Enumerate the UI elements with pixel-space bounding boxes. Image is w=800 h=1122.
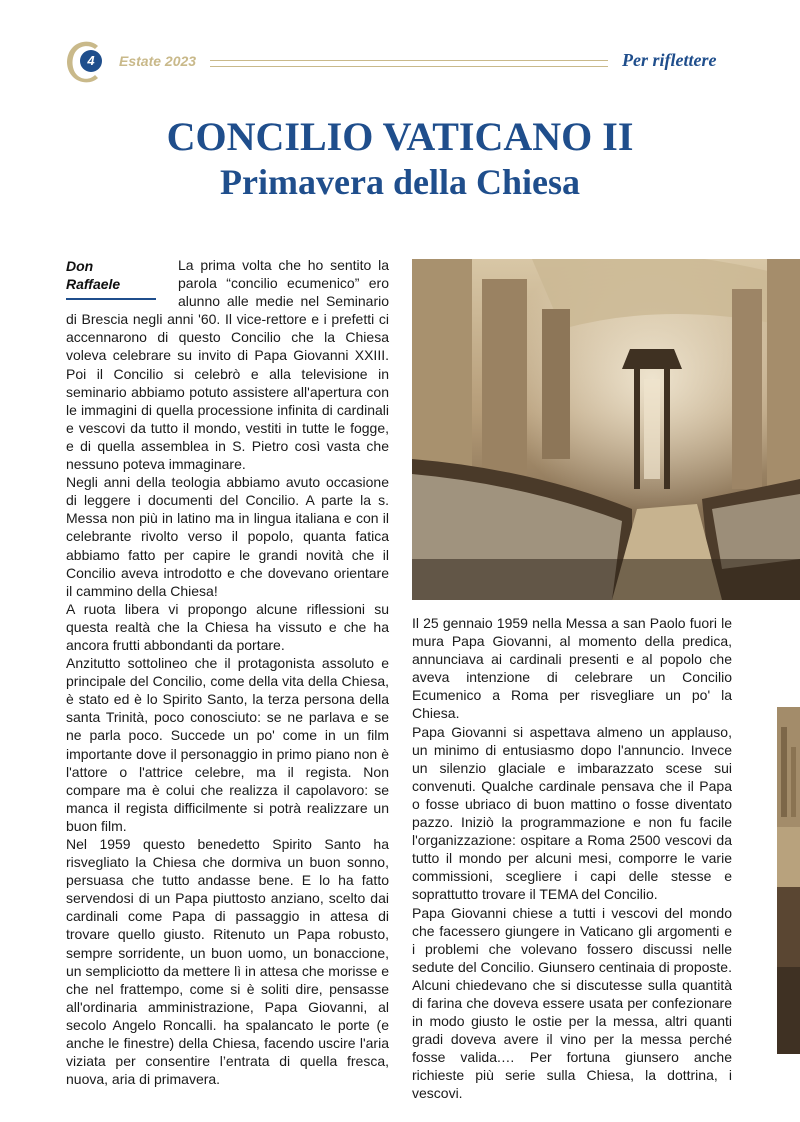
byline-spacer xyxy=(66,256,178,310)
page-subtitle: Primavera della Chiesa xyxy=(220,162,580,202)
basilica-photo-image xyxy=(412,259,800,600)
council-photo xyxy=(412,259,800,600)
author-line-2: Raffaele xyxy=(66,276,121,292)
page-title: CONCILIO VATICANO II xyxy=(166,114,634,159)
section-label: Per riflettere xyxy=(622,50,717,70)
paragraph: Papa Giovanni si aspettava almeno un applauso, un minimo di entusiasmo dopo l'annuncio. Invece un silenzio glaciale e imbarazzato scese sui convenuti. Qualche cardinale pensava che il Papa o fosse ubriaco di buon mattino o fosse diventato pazzo. Iniziò la programmazione e non fu facile l'organizzazione: ospitare a Roma 2500 vescovi da tutto il mondo per alcuni mesi, comporre le varie commissioni, scegliere i capi delle stesse e soprattutto trovare il TEMA del Concilio. xyxy=(412,723,732,903)
paragraph: La prima volta che ho sentito la parola “concilio ecumenico” ero alunno alle medie nel Seminario di Brescia negli anni '60. Il vice-rettore e i prefetti ci accennarono di questo Concilio che la Chiesa voleva celebrare su invito di Papa Giovanni XXIII. Poi il Concilio si celebrò e alla televisione in seminario abbiamo potuto assistere all'apertura con le immagini di quella processione infinita di cardinali e vescovi da tutto il mondo, vestiti in tutte le fogge, e di quella assemblea in S. Pietro così vasta che nessuno poteva immaginare. xyxy=(66,257,389,473)
issue-label: Estate 2023 xyxy=(119,53,197,69)
header-rule xyxy=(210,60,608,67)
paragraph: Il 25 gennaio 1959 nella Messa a san Paolo fuori le mura Papa Giovanni, al momento della predica, annunciava ai cardinali presenti e al popolo che aveva intenzione di celebrare un Concilio Ecumenico a Roma per risvegliare un po' la Chiesa. xyxy=(412,615,732,722)
paragraph: Negli anni della teologia abbiamo avuto occasione di leggere i documenti del Concilio. A parte la s. Messa non più in latino ma in lingua italiana e con il celebrante rivolto verso il popolo, quanta fatica abbiamo fatto per capire le grandi novità che il Concilio aveva introdotto e che dovevano orientare il cammino della Chiesa! xyxy=(66,474,389,599)
edge-photo-strip xyxy=(777,707,800,1054)
author-line-1: Don xyxy=(66,258,94,274)
paragraph: Papa Giovanni chiese a tutti i vescovi del mondo che facessero giungere in Vaticano gli argomenti e i problemi che volevano fossero discussi nelle sedute del Concilio. Giunsero centinaia di proposte. Alcuni chiedevano che si discutesse sulla quantità di farina che doveva essere usata per confezionare in modo giusto le ostie per la messa, altri quanti gradi doveva avere il vino per la messa perché fosse valida.… Per fortuna giunsero anche richieste più serie sulla Chiesa, la dottrina, i vescovi. xyxy=(412,904,732,1102)
page-number-badge: 4 xyxy=(80,50,102,72)
edge-photo-image xyxy=(777,707,800,1054)
paragraph: Anzitutto sottolineo che il protagonista assoluto e principale del Concilio, come della vita della Chiesa, è stato ed è lo Spirito Santo, la terza persona della santa Trinità, poco conosciuto: se ne parlava e se ne parla poco. Succede un po' come in un film importante dove il personaggio in primo piano non è l'attore o l'attrice celebre, ma il regista. Non compare ma è colui che realizza il capolavoro: se manca il regista difficilmente si potrà realizzare un buon film. xyxy=(66,655,389,834)
article-column-right xyxy=(412,614,732,1103)
paragraph: Nel 1959 questo benedetto Spirito Santo ha risvegliato la Chiesa che dormiva un buon sonno, persuasa che tutto andasse bene. E lo ha fatto servendosi di un Papa piuttosto anziano, scelto dai cardinali come Papa di passaggio in attesa di trovare quello giusto. Ritenuto un Papa robusto, sempre sorridente, un buon uomo, un bonacciοne, un sempliciotto da mettere lì in attesa che morisse e che nel frattempo, come si è soliti dire, pensasse all'ordinaria amministrazione, Papa Giovanni, al secolo Angelo Roncalli. ha spalancato le porte (e anche le finestre) della Chiesa, facendo uscire l'aria viziata per consentire l’entrata di quella fresca, nuova, aria di primavera. xyxy=(66,836,389,1088)
article-column-left xyxy=(66,256,389,1088)
paragraph: A ruota libera vi propongo alcune riflessioni su questa realtà che la Chiesa ha vissuto e che ha ancora frutti abbondanti da portare. xyxy=(66,600,389,653)
